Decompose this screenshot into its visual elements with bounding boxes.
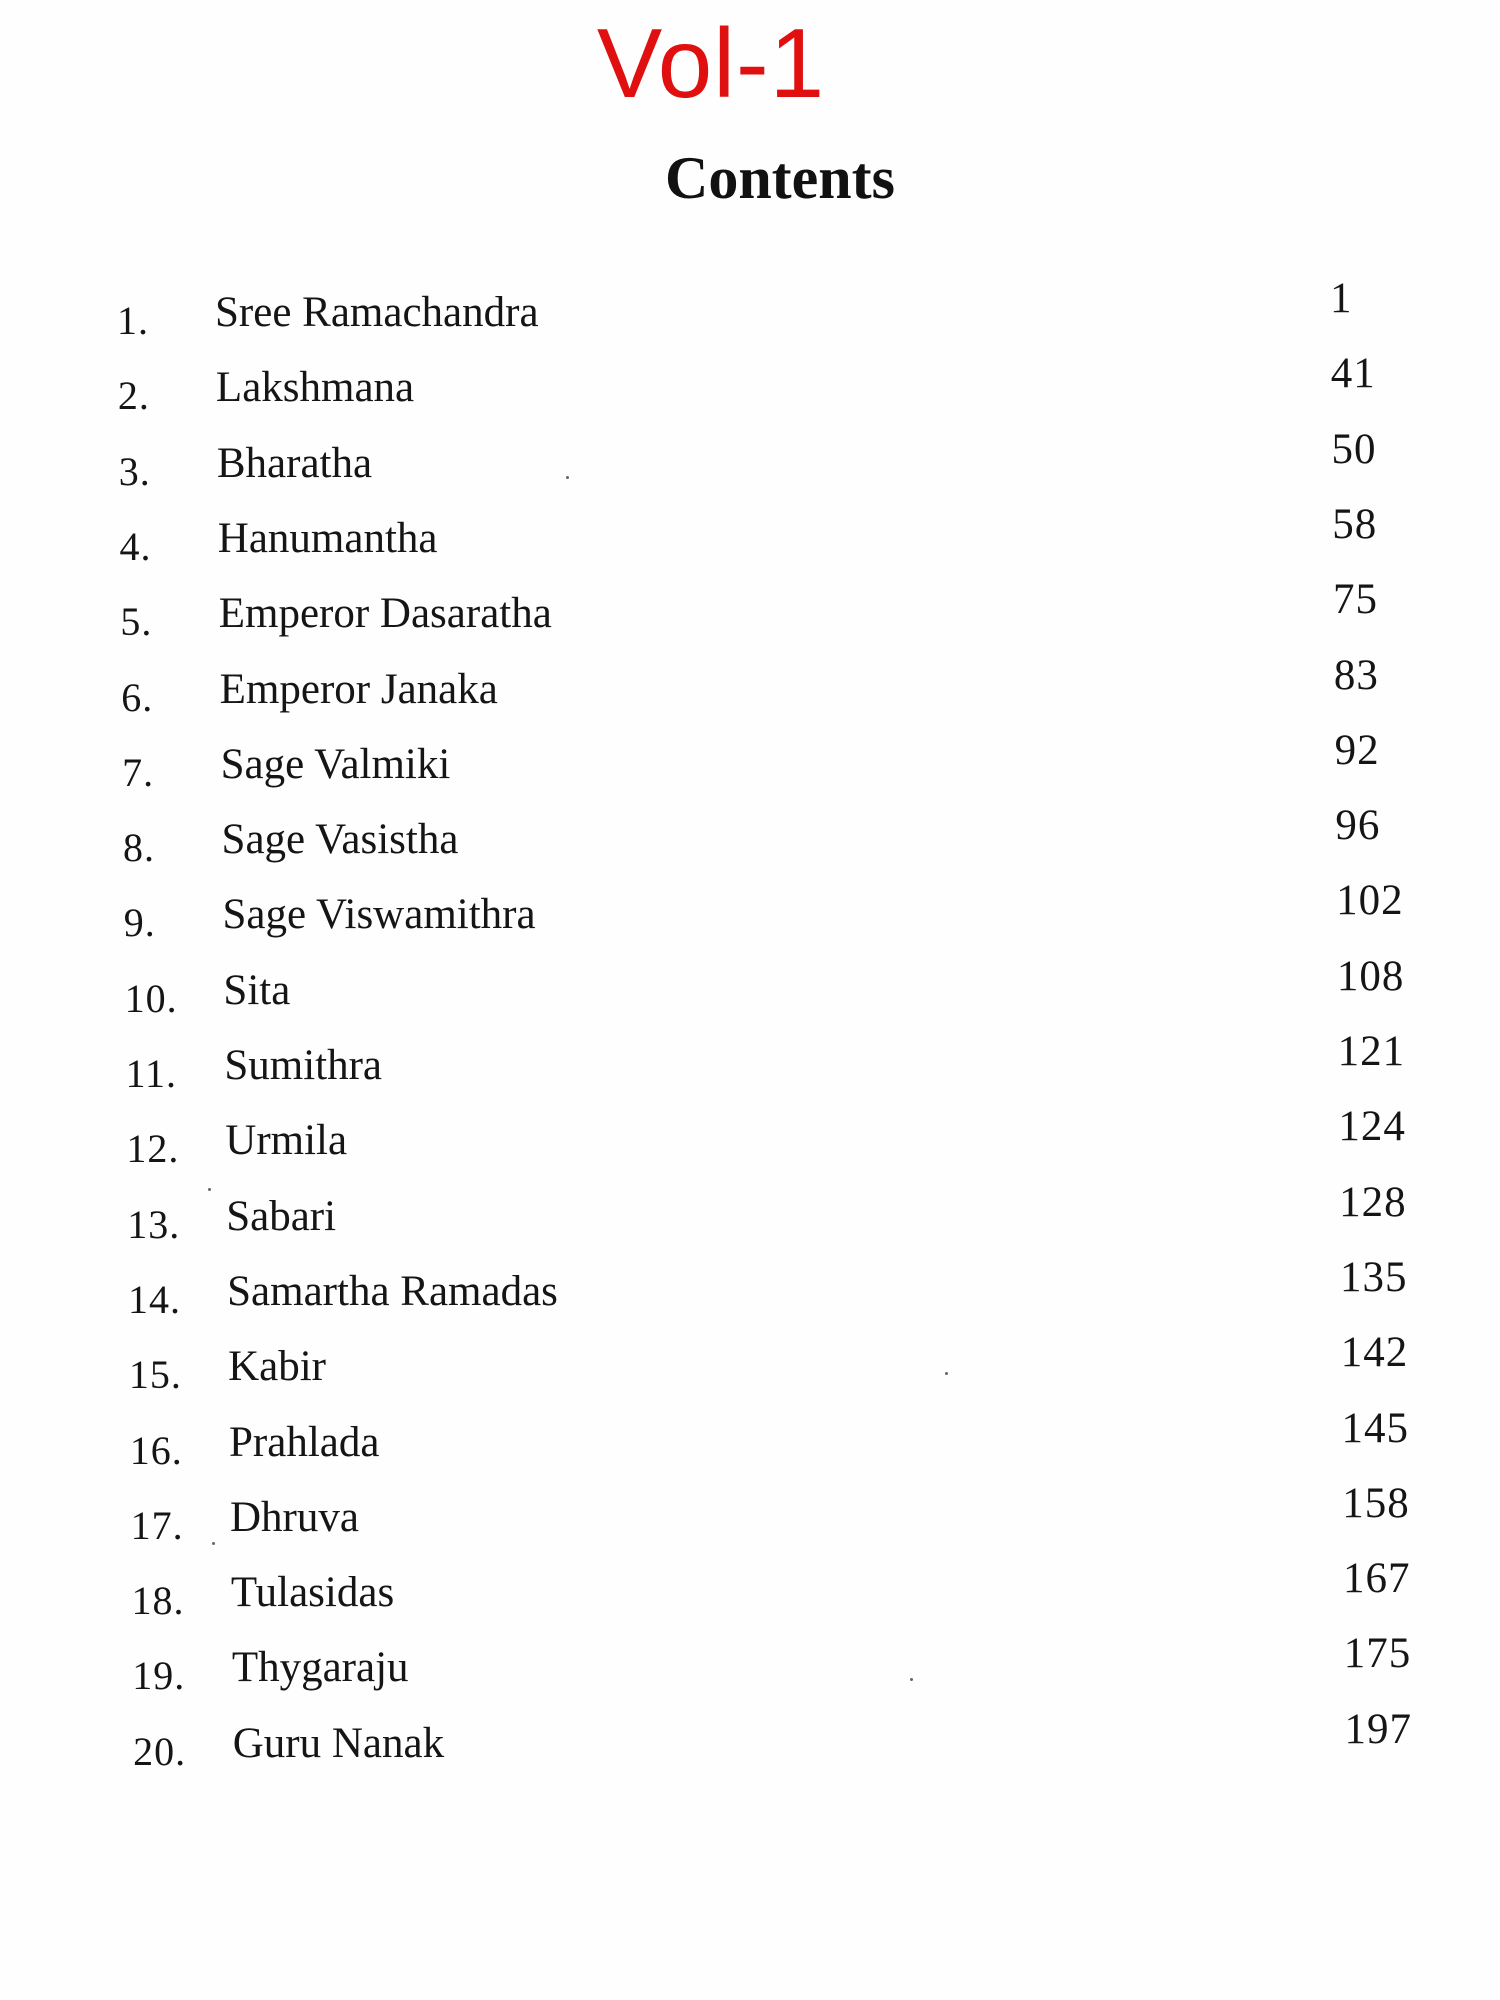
- toc-entry-page-number: 50: [1331, 425, 1377, 473]
- toc-entry-number: 13.: [127, 1201, 181, 1247]
- toc-entry: [0, 877, 1500, 946]
- contents-title: Contents: [664, 145, 895, 211]
- toc-entry-page-number: 83: [1333, 651, 1379, 699]
- toc-entry-title: Lakshmana: [215, 364, 415, 412]
- toc-entry-number: 7.: [122, 749, 155, 795]
- toc-entry: [0, 1178, 1500, 1247]
- toc-entry-title: Guru Nanak: [232, 1719, 445, 1767]
- toc-entry-page-number: 41: [1330, 350, 1376, 398]
- toc-entry: [0, 651, 1500, 720]
- toc-entry: [0, 1479, 1500, 1548]
- toc-entry-title: Sree Ramachandra: [215, 289, 539, 336]
- toc-entry-page-number: 197: [1344, 1705, 1413, 1753]
- toc-entry-title: Emperor Dasaratha: [218, 590, 552, 638]
- toc-entry: [0, 1103, 1500, 1172]
- toc-entry-page-number: 128: [1339, 1178, 1407, 1226]
- toc-entry-page-number: 142: [1340, 1329, 1409, 1377]
- toc-entry-title: Prahlada: [229, 1418, 380, 1466]
- toc-entry-page-number: 75: [1333, 576, 1379, 624]
- toc-entry: [0, 350, 1500, 419]
- toc-entry-number: 8.: [122, 825, 155, 871]
- toc-entry-title: Tulasidas: [230, 1569, 395, 1617]
- toc-entry: [0, 1253, 1500, 1322]
- toc-entry-number: 12.: [126, 1126, 180, 1172]
- toc-entry: [0, 1329, 1500, 1398]
- toc-entry-page-number: 167: [1343, 1555, 1411, 1603]
- toc-entry-title: Hanumantha: [217, 514, 438, 562]
- toc-entry-title: Dhruva: [229, 1493, 359, 1541]
- toc-entry-title: Emperor Janaka: [219, 665, 498, 713]
- toc-entry-page-number: 96: [1335, 802, 1381, 850]
- toc-entry-title: Samartha Ramadas: [227, 1267, 558, 1315]
- volume-label: Vol-1: [596, 8, 826, 118]
- toc-entry: [0, 1555, 1500, 1624]
- toc-entry-page-number: 121: [1337, 1028, 1406, 1075]
- toc-entry: [0, 802, 1500, 871]
- toc-entry-page-number: 108: [1336, 952, 1405, 1000]
- toc-entry-title: Sita: [223, 966, 291, 1014]
- toc-entry-number: 6.: [121, 674, 154, 720]
- scan-speck: [566, 476, 569, 479]
- toc-entry-number: 17.: [130, 1502, 184, 1548]
- toc-entry: [0, 1630, 1500, 1699]
- toc-entry: [0, 425, 1500, 494]
- toc-entry-number: 16.: [129, 1427, 183, 1473]
- toc-entry-number: 11.: [125, 1051, 178, 1096]
- toc-entry: [0, 275, 1500, 343]
- toc-entry-title: Sage Vasistha: [221, 816, 459, 864]
- toc-entry-number: 14.: [128, 1276, 182, 1322]
- toc-entry-title: Sumithra: [224, 1042, 383, 1089]
- toc-entry-page-number: 158: [1342, 1479, 1410, 1527]
- toc-entry-page-number: 58: [1332, 500, 1378, 548]
- toc-entry-page-number: 175: [1343, 1630, 1412, 1678]
- toc-entry: [0, 500, 1500, 569]
- toc-entry-number: 18.: [131, 1578, 185, 1624]
- toc-entry-title: Sage Valmiki: [220, 740, 451, 788]
- toc-entry-number: 2.: [117, 373, 150, 419]
- scan-speck: [945, 1372, 948, 1375]
- scan-speck: [208, 1188, 211, 1191]
- toc-entry-number: 20.: [133, 1728, 187, 1774]
- toc-entry-number: 9.: [123, 900, 156, 946]
- toc-entry: [0, 1028, 1500, 1096]
- toc-entry-number: 15.: [128, 1352, 182, 1398]
- toc-entry-number: 3.: [118, 448, 151, 494]
- toc-entry-title: Thygaraju: [231, 1644, 409, 1692]
- toc-entry: [0, 726, 1500, 795]
- toc-entry: [0, 1705, 1500, 1774]
- toc-entry-title: Sage Viswamithra: [222, 891, 536, 939]
- toc-entry-number: 4.: [119, 523, 152, 569]
- toc-entry-page-number: 92: [1334, 726, 1380, 774]
- toc-entry-title: Urmila: [225, 1117, 348, 1165]
- scan-speck: [212, 1542, 215, 1545]
- toc-entry-page-number: 145: [1341, 1404, 1409, 1452]
- toc-entry: [0, 952, 1500, 1021]
- toc-entry-page-number: 102: [1336, 877, 1404, 925]
- scan-speck: [910, 1678, 913, 1681]
- toc-entry: [0, 576, 1500, 645]
- toc-entry-title: Kabir: [228, 1343, 326, 1391]
- toc-entry: [0, 1404, 1500, 1473]
- toc-entry-page-number: 124: [1338, 1103, 1406, 1151]
- toc-entry-title: Sabari: [226, 1192, 337, 1240]
- toc-entry-number: 10.: [124, 975, 178, 1021]
- toc-entry-number: 1.: [117, 298, 149, 343]
- toc-entry-number: 19.: [132, 1653, 186, 1699]
- toc-entry-title: Bharatha: [216, 439, 373, 487]
- toc-entry-number: 5.: [120, 599, 153, 645]
- toc-entry-page-number: 1: [1330, 275, 1353, 322]
- toc-entry-page-number: 135: [1339, 1253, 1408, 1301]
